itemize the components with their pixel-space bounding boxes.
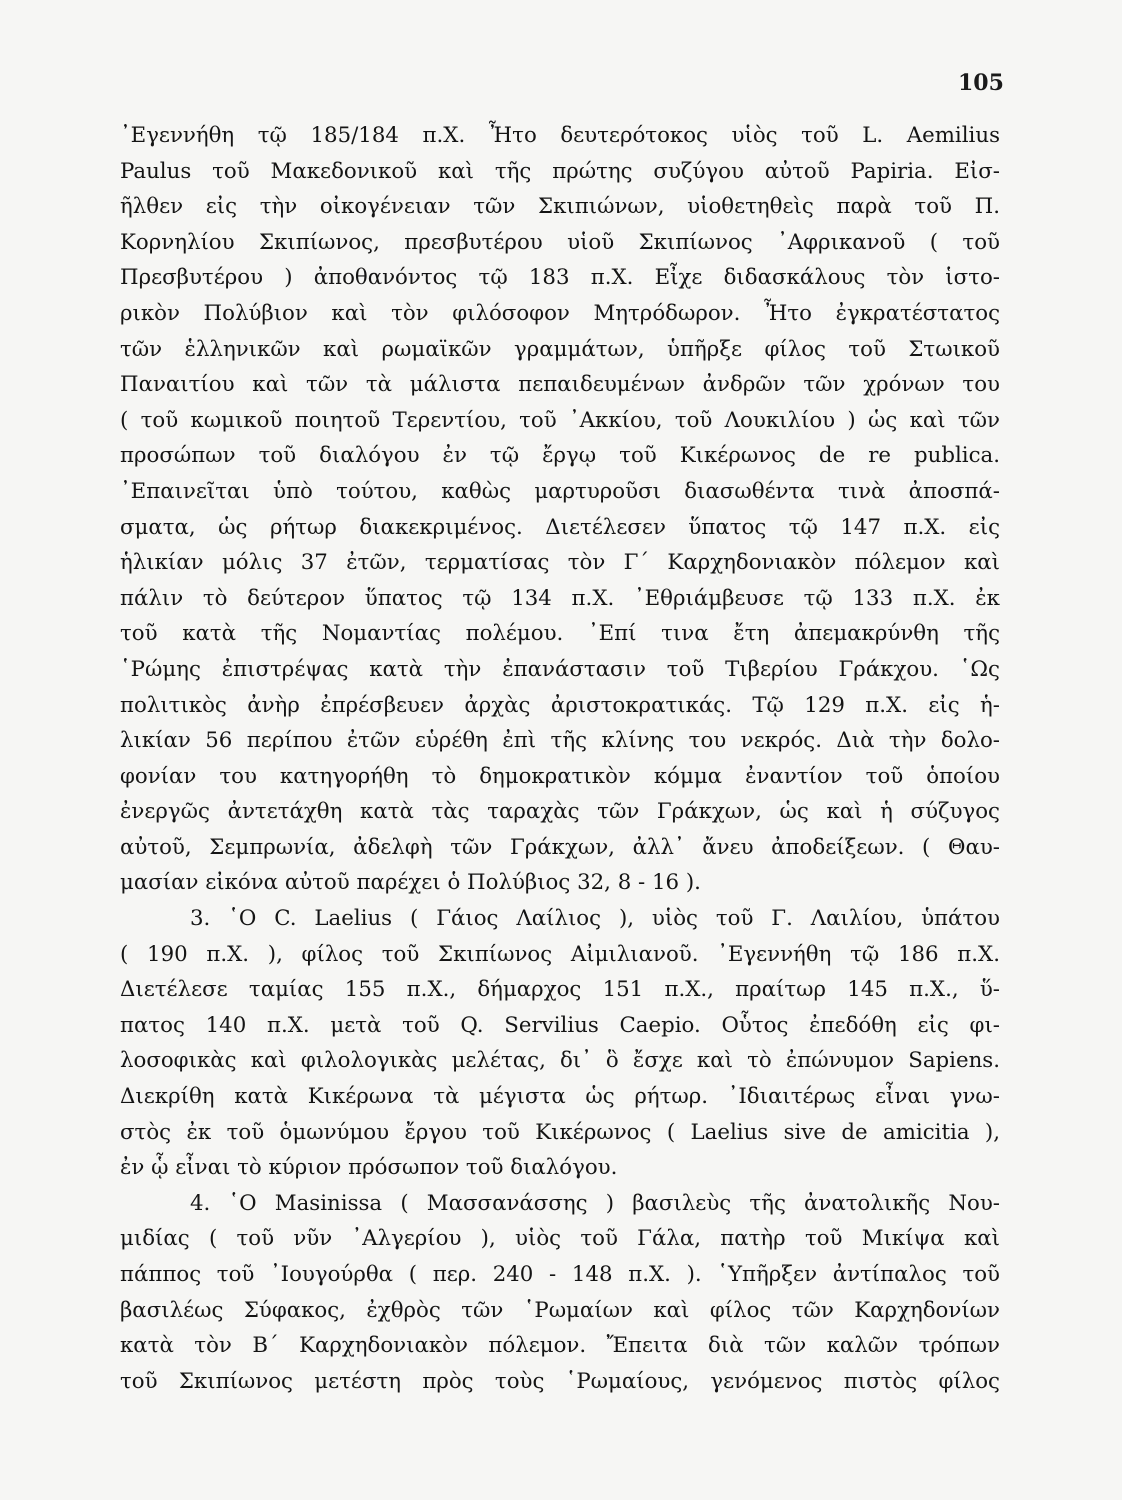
text-line: πάππος τοῦ ᾿Ιουγούρθα ( περ. 240 - 148 π.Χ. ). ῾Υπῆρξεν ἀντίπαλος τοῦ — [120, 1262, 1000, 1287]
text-line: λικίαν 56 περίπου ἐτῶν εὑρέθη ἐπὶ τῆς κλίνης του νεκρός. Διὰ τὴν δολο- — [120, 728, 1000, 754]
text-line: αὐτοῦ, Σεμπρωνία, ἀδελφὴ τῶν Γράκχων, ἀλλ᾿ ἄνευ ἀποδείξεων. ( Θαυ- — [120, 834, 1000, 860]
text-line: τοῦ κατὰ τῆς Νομαντίας πολέμου. ᾿Επί τινα ἔτη ἀπεμακρύνθη τῆς — [120, 621, 1000, 647]
text-line: σματα, ὡς ρήτωρ διακεκριμένος. Διετέλεσεν ὕπατος τῷ 147 π.Χ. εἰς — [120, 514, 1000, 540]
text-line: 3. ῾Ο C. Laelius ( Γάιος Λαίλιος ), υἱὸς τοῦ Γ. Λαιλίου, ὑπάτου — [190, 906, 1000, 932]
text-line: ( τοῦ κωμικοῦ ποιητοῦ Τερεντίου, τοῦ ᾿Ακκίου, τοῦ Λουκιλίου ) ὡς καὶ τῶν — [120, 407, 1000, 433]
text-line: πατος 140 π.Χ. μετὰ τοῦ Q. Servilius Caepio. Οὗτος ἐπεδόθη εἰς φι- — [120, 1012, 1000, 1038]
text-line: μασίαν εἰκόνα αὐτοῦ παρέχει ὁ Πολύβιος 32, 8 - 16 ). — [120, 870, 701, 896]
text-line: λοσοφικὰς καὶ φιλολογικὰς μελέτας, δι᾿ ὃ ἔσχε καὶ τὸ ἐπώνυμον Sapiens. — [120, 1048, 1000, 1074]
text-line: Paulus τοῦ Μακεδονικοῦ καὶ τῆς πρώτης συζύγου αὐτοῦ Papiria. Εἰσ- — [120, 158, 1000, 184]
text-line: βασιλέως Σύφακος, ἐχθρὸς τῶν ῾Ρωμαίων καὶ φίλος τῶν Καρχηδονίων — [120, 1297, 1000, 1323]
text-line: Κορνηλίου Σκιπίωνος, πρεσβυτέρου υἱοῦ Σκιπίωνος ᾿Αφρικανοῦ ( τοῦ — [120, 229, 1000, 255]
text-line: Διετέλεσε ταμίας 155 π.Χ., δήμαρχος 151 π.Χ., πραίτωρ 145 π.Χ., ὕ- — [120, 977, 1000, 1003]
text-line: ῆλθεν εἰς τὴν οἰκογένειαν τῶν Σκιπιώνων, υἱοθετηθεὶς παρὰ τοῦ Π. — [120, 194, 1000, 220]
text-line: ἡλικίαν μόλις 37 ἐτῶν, τερματίσας τὸν Γ΄ Καρχηδονιακὸν πόλεμον καὶ — [120, 550, 1000, 576]
text-line: ἐνεργῶς ἀντετάχθη κατὰ τὰς ταραχὰς τῶν Γράκχων, ὡς καὶ ἡ σύζυγος — [120, 799, 1000, 825]
text-line: ( 190 π.Χ. ), φίλος τοῦ Σκιπίωνος Αἰμιλιανοῦ. ᾿Εγεννήθη τῷ 186 π.Χ. — [120, 941, 1000, 967]
text-line: πολιτικὸς ἀνὴρ ἐπρέσβευεν ἀρχὰς ἀριστοκρατικάς. Τῷ 129 π.Χ. εἰς ἡ- — [120, 692, 1000, 718]
text-line: τοῦ Σκιπίωνος μετέστη πρὸς τοὺς ῾Ρωμαίους, γενόμενος πιστὸς φίλος — [120, 1368, 1000, 1394]
text-line: στὸς ἐκ τοῦ ὁμωνύμου ἔργου τοῦ Κικέρωνος ( Laelius sive de amicitia ), — [120, 1119, 1000, 1145]
text-line: ἐν ᾧ εἶναι τὸ κύριον πρόσωπον τοῦ διαλόγου. — [120, 1155, 618, 1181]
text-line: ᾿Επαινεῖται ὑπὸ τούτου, καθὼς μαρτυροῦσι διασωθέντα τινὰ ἀποσπά- — [120, 478, 1000, 504]
page-number: 105 — [958, 70, 1004, 96]
text-line: κατὰ τὸν Β΄ Καρχηδονιακὸν πόλεμον. Ἔπειτα διὰ τῶν καλῶν τρόπων — [120, 1333, 1000, 1359]
text-line: προσώπων τοῦ διαλόγου ἐν τῷ ἔργῳ τοῦ Κικέρωνος de re publica. — [120, 443, 1000, 469]
text-line: τῶν ἑλληνικῶν καὶ ρωμαϊκῶν γραμμάτων, ὑπῆρξε φίλος τοῦ Στωικοῦ — [120, 336, 1000, 362]
body-text — [120, 118, 1000, 1399]
text-line: Πρεσβυτέρου ) ἀποθανόντος τῷ 183 π.Χ. Εἶχε διδασκάλους τὸν ἱστο- — [120, 265, 1000, 291]
text-line: ρικὸν Πολύβιον καὶ τὸν φιλόσοφον Μητρόδωρον. Ἦτο ἐγκρατέστατος — [120, 300, 1000, 326]
text-line: Παναιτίου καὶ τῶν τὰ μάλιστα πεπαιδευμένων ἀνδρῶν τῶν χρόνων του — [120, 372, 1000, 398]
text-line: ῾Ρώμης ἐπιστρέψας κατὰ τὴν ἐπανάστασιν τοῦ Τιβερίου Γράκχου. ῾Ως — [120, 656, 1000, 682]
text-line: πάλιν τὸ δεύτερον ὕπατος τῷ 134 π.Χ. ᾿Εθριάμβευσε τῷ 133 π.Χ. ἐκ — [120, 585, 1000, 611]
text-line: μιδίας ( τοῦ νῦν ᾿Αλγερίου ), υἱὸς τοῦ Γάλα, πατὴρ τοῦ Μικίψα καὶ — [120, 1226, 1000, 1252]
text-line: 4. ῾Ο Masinissa ( Μασσανάσσης ) βασιλεὺς τῆς ἀνατολικῆς Νου- — [190, 1190, 1000, 1216]
text-line: ᾿Εγεννήθη τῷ 185/184 π.Χ. Ἦτο δευτερότοκος υἱὸς τοῦ L. Aemilius — [120, 123, 1000, 148]
text-line: φονίαν του κατηγορήθη τὸ δημοκρατικὸν κόμμα ἐναντίον τοῦ ὁποίου — [120, 763, 1000, 789]
text-line: Διεκρίθη κατὰ Κικέρωνα τὰ μέγιστα ὡς ρήτωρ. ᾿Ιδιαιτέρως εἶναι γνω- — [120, 1084, 1000, 1110]
